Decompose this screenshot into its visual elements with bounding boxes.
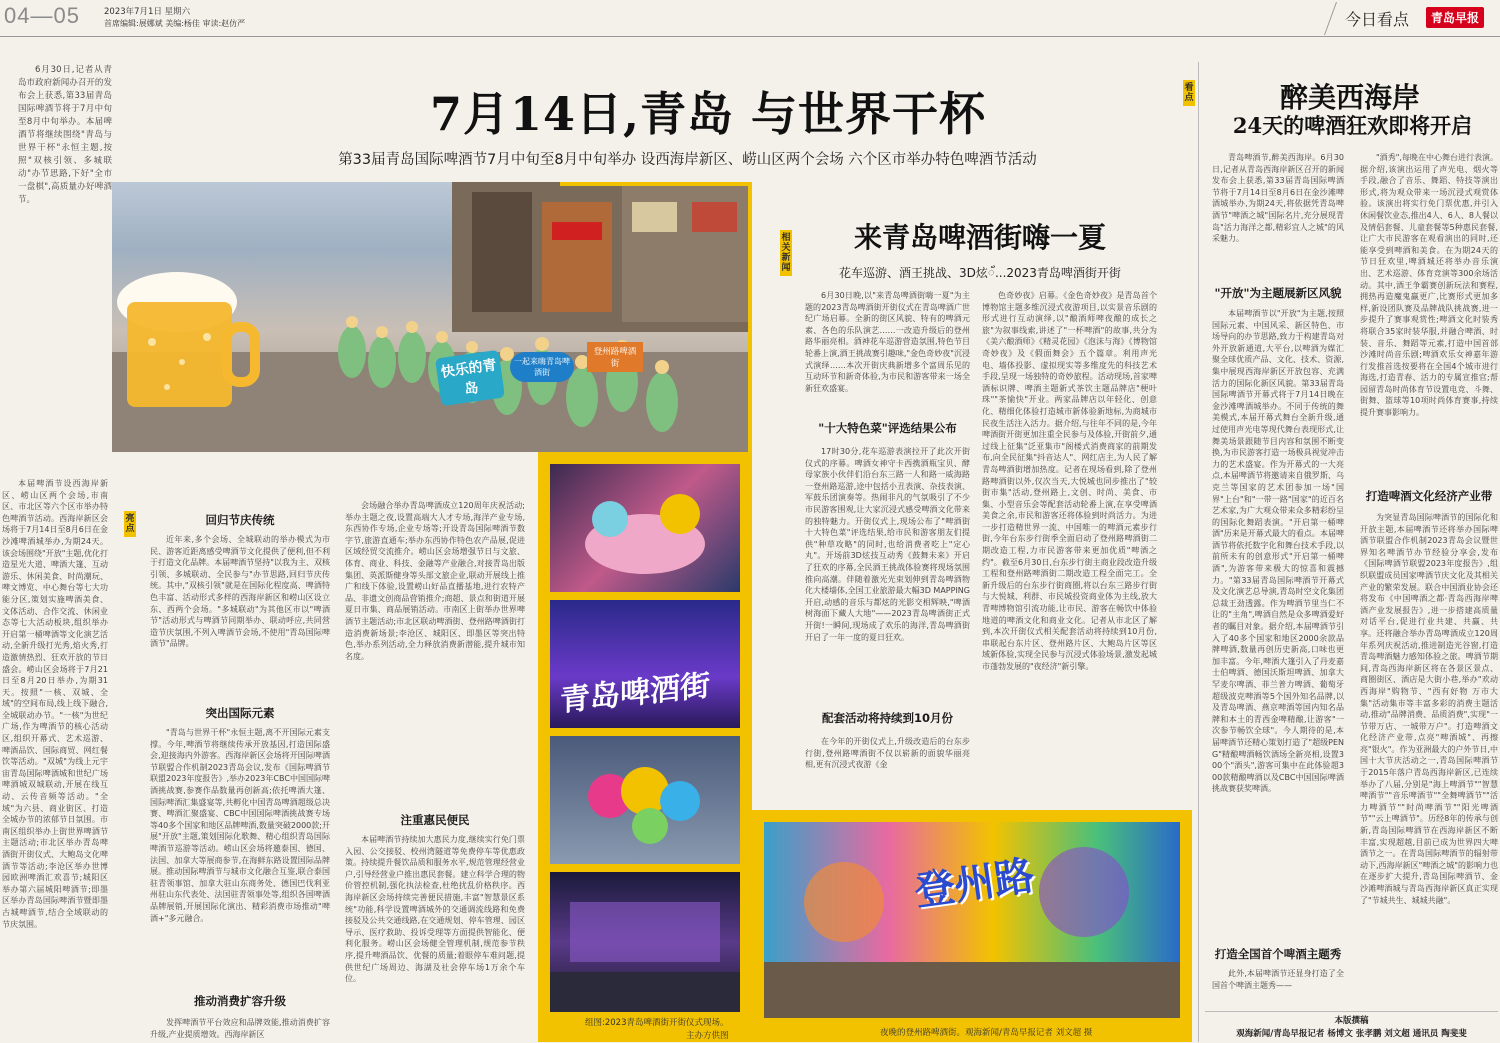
section-text-continued: 会场融合举办青岛啤酒成立120周年庆祝活动;举办主题之夜,设置高端大人才专场,海洋产业专场,东西协作专场,企业专场等;开设青岛国际啤酒节数字节,旅游直通车;举办东西协作特色农产品展,促进区域经贸交流推介。崂山区会场增强节日与文旅、体育、商业、科技、金融等产业融合,对接青岛出版集团、英派斯健身等头部文旅企业,联动开展线上推广和线下体验,设置崂山好品直播基地,进行农特产品、非遗文创商品营销推介;商超、景点和街道开展夏日市集、商品展销活动。市南区上街举办世界啤酒节主题活动;市北区联动啤酒街、登州路啤酒街打造消费新场景;李沧区、城阳区、即墨区等突出特色,举办系列活动,全力释放消费新潜能,提升城市知名度。	[345, 501, 525, 661]
feature-column-2: 色奇妙夜》启幕。《金色奇妙夜》是青岛首个博物馆主题多维沉浸式夜游项目,以实景音乐剧的形式进行互动演绎,以"酿酒师啤夜酿的成长之旅"为叙事线索,讲述了"一杯啤酒"的故事,共分为《美六酿酒师》《精灵花园》《泡沫与海》《博物馆奇妙夜》及《假面舞会》五个篇章。利用声光电、墙体投影、虚拟现实等多维度先的科技艺术手段,呈现一场独特的奇妙旅程。活动现场,首家啤酒标识牌、啤酒主题新式茶饮主题品牌店"梗叶珠""茶愉快"开业。两家品牌店以年轻化、创意化、精细化体验打造城市新体验新地标,为商城市民夜生活注入活力。据介绍,与往年不同的是,今年啤酒街开街更加注重全民参与及体验,开街前夕,通过线上征集"泛亚集市"阁楼式消费商家的前期发布,向全民征集"抖音达人"、网红店主,为人民了解青岛啤酒街增加热度。记者在现场看到,除了登州路啤酒街以外,仅次当天,大悦城也同步推出了"较街市集"活动,登州路上,文创、时尚、美食、市集、小型音乐会等配套活动轮番上演,在享受啤酒美食之余,市民和游客还将体验到时尚活力。为进一步打造精世界一流、中国唯一的啤酒元素步行街,今年台东步行街季全面启动了登州路啤酒街二期改造工程,力市民游客带来更加优质"啤酒之约"。截至6月30日,台东步行街主商业段改造升级工程和登州路啤酒街二期改造工程全面完工。全新升级后的台东步行街商圈,将以台东三路步行街与大悦城、利群、市民城投资商业体为主线,放大青啤博物馆引流功能,让市民、游客在畅饮中体验地道的啤酒文化和商业文化。记者从市北区了解到,本次开街仪式相关配套活动将持续到10月份,串联起台东片区、登州路片区、大鲍岛片区等区域新体验,实现全民参与沉浸式体验场景,激发起城市蓬勃发展的"夜经济"新引擎。	[982, 291, 1157, 671]
left-section-tag: 亮点	[124, 511, 136, 537]
collage-photo-3	[550, 736, 740, 864]
credit-names: 观海新闻/青岛早报记者 杨博文 张孝鹏 刘文超 通讯员 陶斐斐	[1236, 1029, 1467, 1039]
feature-section-2-title: 配套活动将持续到10月份	[821, 711, 953, 725]
feature-section-2-text: 在今年的开街仪式上,升级改造后的台东步行街,登州路啤酒街不仅以崭新的面貌华丽亮相,更有沉浸式夜游《金	[805, 737, 970, 770]
mural-text: 登州路	[911, 851, 1038, 916]
lead-paragraph: 6月30日,记者从青岛市政府新闻办召开的发布会上获悉,第33届青岛国际啤酒节将于7月中旬至8月中旬举办。本届啤酒节将继续围绕"青岛与世界干杯"永恒主题,按照"双核引领、多城联动"办节思路,下好"全市一盘棋",高质量办好啤酒节。	[18, 65, 112, 205]
brand-text: 青岛早报	[1431, 11, 1480, 25]
section-title: 今日看点	[1345, 10, 1410, 29]
right-headline-1: 醉美西海岸	[1279, 81, 1420, 114]
collage-photo-1	[550, 464, 740, 592]
page-number: 04—05	[4, 3, 80, 28]
feature-section-1-title: "十大特色菜"评选结果公布	[818, 421, 957, 435]
right-section-2-text: 此外,本届啤酒节还显身打造了全国首个啤酒主题秀——	[1212, 969, 1344, 990]
section-text-4: 本届啤酒节持续加大惠民力度,继续实行免门票入园、公交接驳、校州湾隧道等免费停车等优惠政策。持续提升餐饮品质和服务水平,规范管理经营业户,引导经营业户推出惠民套餐。建立科学合理的物价管控机制,强化执法检查,杜绝扰乱价格秩序。西海岸新区会场持续完善便民措施,丰富"智慧景区系统"功能,科学设置啤酒城外的交通调流线路和免费接驳及公共交通线路,在交通规划、停车管理、园区导示、医疗救助、投诉受理等方面提供智能化、便利化服务。崂山区会场健全管理机制,规范参节秩序,提升啤酒品饮、优餐的质量;着眼停车难问题,提供世纪广场周边、海湖及社会停车场1万余个车位。	[345, 835, 525, 984]
mural-photo	[764, 822, 1180, 1018]
parade-banner-1: 快乐的青岛	[435, 350, 505, 406]
right-section-2-title: 打造全国首个啤酒主题秀	[1214, 947, 1342, 961]
left-column: 本届啤酒节设西海岸新区、崂山区两个会场,市南区、市北区等六个区市举办特色啤酒节活动。西海岸新区会场将于7月14日至8月6日在金沙滩啤酒城举办,为期24天。该会场围绕"开放"主题,优化打造星光大道、啤酒大篷、互动游乐、休闲美食、时尚潮玩、啤文博览、中心舞台等七大功能分区,策划实施啤酒美食、文体活动、合作交流、休闲业态等七大活动板块,组织举办开启第一桶啤酒等文化演艺活动,全新升级打光秀,焰火秀,打造激情热烈、狂欢开放的节日盛会。崂山区会场将于7月21日至8月20日举办,为期31天。按照"一核、双城、全域"的空间布局,线上线下融合,全城联动办节。"一核"为世纪广场,作为啤酒节的核心活动区,组织开幕式、艺术巡游、啤酒品饮、国际商贸、网红餐饮等活动。"双城"为线上元宇宙青岛国际啤酒城和世纪广场啤酒城双城联动,开展在线互动、云传音频等活动。"全域"为六县、商业街区、打造全城办节的浓郁节日氛围。市南区组织举办上街世界啤酒节主题活动;市北区举办青岛啤酒街开街仪式、大鲍岛文化啤酒节等活动;李沧区举办世博园欧洲啤酒汇欢喜节;城阳区举办第六届城阳啤酒节;即墨区举办青岛国际啤酒节暨即墨古城啤酒节,结合全域联动的节庆氛围。	[2, 479, 108, 929]
balloon-scene	[550, 736, 740, 864]
right-intro: 青岛啤酒节,醉美西海岸。6月30日,记者从青岛西海岸新区召开的新闻发布会上获悉,第33届青岛国际啤酒节将于7月14日至8月6日在金沙滩啤酒城举办,为期24天,将依据凭青岛啤酒节"啤酒之城"国际名片,充分展现青岛"活力海洋之都,精彩宜人之城"的风采魅力。	[1212, 153, 1344, 244]
section-text-3: 发挥啤酒节平台效应和品牌效能,推动消费扩容升级,产业提质增效。西海岸新区	[150, 1018, 330, 1039]
parade-banner-3: 登州路啤酒街	[587, 342, 643, 372]
right-section-3-title: 打造啤酒文化经济产业带	[1365, 489, 1493, 503]
feature-tag: 相关新闻	[780, 230, 792, 276]
collage-photo-2	[550, 600, 740, 728]
right-section-1-text: 本届啤酒节以"开放"为主题,按照国际元素、中国风采、新区特色、市场导向的办节思路,致力于构建青岛对外开放新通道,大平台,以啤酒为媒汇聚全球优质产品、文化、技术、资源,集中展现西海岸新区开放包容、充满活力的国际化新区风貌。第33届青岛国际啤酒节开幕式将于7月14日晚在金沙滩啤酒城举办。不同于传统的舞美模式,本届开幕式舞台全新升级,通过使用声光电等现代舞台表现形式,让舞美场景跟随节目内容和氛围不断变换,为市民游客打造一场极具视觉冲击力的艺术盛宴。作为开幕式的一大亮点,本届啤酒节将邀请来自俄罗斯、乌克兰等国家的艺术团参加一场"国界"上台"和"一带一路"国家"的近百名艺术家,为广大观众带来众多精彩纷呈的国际化舞蹈表演。"开启第一桶啤酒"历来是开幕式最大的看点。本届啤酒节将依托数字化和舞台技术手段,以前所未有的创意形式"开启第一桶啤酒",为游客带来极大的惊喜和震撼力。"第33届青岛国际啤酒节开幕式及文化演艺总导演,青岛时空文化集团总裁王劲透露。作为啤酒节里当仁不让的"主角",啤酒自然是众多啤酒爱好者的瞩目对象。据介绍,本届啤酒节引入了40多个国家和地区2000余款品牌啤酒,数量再创历史新高,口味也更加丰富。今年,啤酒大篷引入了丹麦嘉士伯啤酒、德国沃斯坦啤酒、加拿大罕麦尔啤酒、菲兰普力啤酒、葡萄牙超级波克啤酒等5个国外知名品牌,以及青岛啤酒、燕京啤酒等国内知名品牌和本土的青西金啤精酿,让游客"一次参节畅饮全球"。今人期待的是,本届啤酒节还精心策划打造了"超级PENG"精酿啤酒畅饮酒场全新亮相,设置300个"酒头",游客可集中在此体验超300款精酿啤酒以及CBC中国国际啤酒挑战赛获奖啤酒。	[1212, 309, 1344, 794]
collage-caption: 组图:2023青岛啤酒街开街仪式现场。	[585, 1018, 729, 1028]
parade-photo	[112, 182, 752, 452]
beer-mug-icon	[112, 262, 262, 412]
page-header	[0, 0, 1500, 37]
float-scene	[550, 464, 740, 592]
main-headline: 7月14日,青岛 与世界干杯	[429, 87, 987, 141]
feature-column-1: 6月30日晚,以"来青岛啤酒街嗨一夏"为主题的2023青岛啤酒街开街仪式在青岛啤酒广世纪广场启幕。全新的街区风貌、特有的啤酒元素、各色的乐队演艺……一改造升级后的登州路华丽亮相。酒神花车巡游营造氛围,特色节目轮番上演,酒王挑战赛引趣味,"金色奇妙夜"沉浸式演绎……本次开街庆典新增多个富周乐见的互动环节和新奇体验,为市民和游客带来一场全新狂欢盛宴。	[805, 291, 970, 393]
section-title-3: 推动消费扩容升级	[194, 994, 286, 1008]
mural-caption: 夜晚的登州路啤酒街。观海新闻/青岛早报记者 刘文超 摄	[880, 1028, 1093, 1038]
right-tag: 看点	[1183, 80, 1195, 106]
credit-title: 本版撰稿	[1334, 1016, 1369, 1026]
section-text-1: 近年来,多个会场、全城联动的举办模式为市民、游客近距离感受啤酒节文化提供了便利,但不利于打造文化品牌。本届啤酒节坚持"以我为主、双核引领、多城联动、全民参与"办节思路,回归节庆传统。其中,"双核引领"就是在国际化程度高、啤酒特色丰富、活动形式多样的西海岸新区和崂山区设立东、西两个会场。"多城联动"为其他区市以"啤酒节"活动形式与啤酒节同期举办、联动呼应,共同营造节庆氛围,不列入啤酒节会场,不使用"青岛国际啤酒节"品牌。	[150, 535, 330, 649]
collage-photo-4	[550, 872, 740, 1012]
stage-scene	[550, 872, 740, 1012]
section-title-1: 回归节庆传统	[205, 513, 275, 527]
sign-text: 青岛啤酒街	[560, 668, 710, 719]
credit-divider	[1205, 1011, 1498, 1012]
issue-date: 2023年7月1日 星期六	[104, 7, 191, 17]
right-section-1-title: "开放"为主题展新区风貌	[1214, 286, 1342, 300]
feature-section-1-text: 17时30分,花车巡游表演拉开了此次开街仪式的序幕。啤酒女神守卡西携酒瓶宝贝、酵母家族小伙伴们沿台东三路一人和路一威海路一登州路巡游,途中包括小丑表演、杂技表演、军鼓乐团演奏等。热闹非凡的气氛吸引了不少市民游客围观,让大家沉浸式感受啤酒文化带来的独特魅力。开街仪式上,现场公布了"啤酒街十大特色菜"评选结果,给市民和游客朋友们提供"种草攻略"的同时,也给消费者吃上"定心丸"。开场前3D炫技互动秀《鼓舞未来》开启了狂欢的序幕,全民酒王挑战体验赛将现场氛围推向高潮。伴随着激光光束划伸到青岛啤酒物化大楼墙体,全国工业旅游最大幅3D MAPPING开启,动感的音乐与都炫的光影交相辉映,"啤酒树海面下藏人大地"——2023青岛啤酒街正式开街!一瞬间,现场成了欢乐的海洋,青岛啤酒街开启了一年一度的夏日狂欢。	[805, 447, 970, 642]
beer-mug-graphic	[112, 262, 262, 412]
yellow-frame-top	[560, 182, 752, 186]
right-section-3-text: 为突显青岛国际啤酒节的国际化和开放主题,本届啤酒节还将举办国际啤酒节联盟合作机制2023青岛会议暨世界知名啤酒节办节经验分享会,发布《国际啤酒节联盟2023年度报告》,组织联盟成员国家啤酒节庆文化及其相关产业的繁荣发展。联合中国酒业协会还将发布《中国啤酒之都·青岛西海岸啤酒产业发展报告》,进一步搭建高质量对话平台,促进行业共建、共赢、共享。还将融合举办青岛啤酒成立120周年系列庆祝活动,推进制造光谷窗,打造青岛啤酒魅力感知体验之旅。啤酒节期间,青岛西海岸新区将在各景区景点、商圈街区、酒店是大街小巷,举办"欢动西海岸"购物节、"西有好物 万市大集"活动集市等丰富多彩的消费主题活动,推动"品牌消费、品质消费",实现"一节带万店、一城带万户"。打造啤酒文化经济产业带,点亮"啤酒城"、再擦亮"银火"。作为亚洲最大的户外节日,中国十大节庆活动之一,青岛国际啤酒节于2015年落户青岛西海岸新区,已连续举办了八届,分别是"海上啤酒节""智慧啤酒节""音乐啤酒节""全舞啤酒节""活力啤酒节""时尚啤酒节""阳光啤酒节""云上啤酒节"。历经8年的传承与创新,青岛国际啤酒节在西海岸新区不断丰富,实现超越,目前已成为世界四大啤酒节之一。在青岛国际啤酒节的辐射带动下,西海岸新区"啤酒之城"的影响力也在逐步扩大提升,青岛国际啤酒节、金沙滩啤酒城与青岛西海岸新区真正实现了"节城共生、城城共融"。	[1360, 513, 1498, 905]
feature-headline: 来青岛啤酒街嗨一夏	[853, 221, 1106, 254]
collage-credit: 主办方供图	[686, 1031, 729, 1041]
section-title-4: 注重惠民便民	[400, 813, 470, 827]
parade-banner-2: 一起来嗨青岛啤酒街	[510, 352, 574, 382]
right-divider	[1198, 62, 1199, 1042]
section-title-2: 突出国际元素	[205, 706, 275, 720]
main-subheadline: 第33届青岛国际啤酒节7月中旬至8月中旬举办 设西海岸新区、崂山区两个会场 六个区市举办特色啤酒节活动	[338, 152, 1037, 168]
right-headline-2: 24天的啤酒狂欢即将开启	[1232, 113, 1473, 138]
feature-subhead: 花车巡游、酒王挑战、3D炫័...2023青岛啤酒街开街	[839, 266, 1121, 280]
section-text-2: "青岛与世界干杯"永恒主题,离不开国际元素支撑。今年,啤酒节将继续传承开放基因,打造国际盛会,迎接海内外游客。西海岸新区会场将开国际啤酒节联盟合作机制2023青岛会议,发布《国际啤酒节联盟2023年度报告》,举办2023年CBC中国国际啤酒挑战赛,参赛作品数量再创新高;依托啤酒大篷、国际啤酒汇集盛宴等,共孵化中国青岛啤酒超级总决赛、啤酒汇聚盛宴、CBC中国国际啤酒挑战赛专场等40多个国家和地区品牌啤酒,数量突破2000款;开展"开放"主题,策划国际化歌舞、精心组织青岛国际啤酒节巡游等活动。崂山区会场将邀泰国、德国、法国、加拿大等展商参节,在海鲜东路设置国际品牌展。推动国际啤酒节与城市文化融合互鉴,联合泰国驻青领事馆、加拿大驻山东商务处、德国巴伐利亚州驻山东代表处、法国驻青领事处等,组织各国啤酒品牌展销,开展国际化演出、精彩消费市场推动"啤酒+"多元融合。	[150, 728, 330, 923]
brand-logo	[1426, 7, 1484, 28]
right-column-2: "酒秀",每晚在中心舞台进行表演。据介绍,该演出运用了声光电、烟火等手段,融合了音乐、舞蹈、特技等演出形式,将为观众带来一场沉浸式观赏体验。该演出将实行免门票优惠,并引入休闲餐饮业态,推出4人、6人、8人餐以及情侣套餐、儿童套餐等5种惠民套餐,让广大市民游客在观看演出的同时,还能享受到啤酒和美食。在为期24天的节日狂欢里,啤酒城还将举办音乐演出、艺术巡游、体育竞演等300余场活动。其中,酒王争霸赛创新玩法和赛程,拥热再造魔鬼赢更广,比赛形式更加多样,新设团队赛及品牌战队挑战赛,进一步提升了赛事观赏性;啤酒文化时装秀将联合35家时装华服,并融合啤酒、时装、音乐、舞蹈等元素,打造中国首部沙滩时尚音乐剧;啤酒欢乐女神嘉年游行发推首选按要将在全国4个城市进行海选,打造青春、活力的专属宣推官;帮园留青岛时尚体育节设置电竞、斗舞、街舞、篮球等10项时尚体育赛事,持续提升赛事影响力。	[1360, 153, 1498, 418]
editor-credits: 首席编辑:展娜斌 美编:杨佳 审读:赵仿严	[104, 19, 246, 28]
yellow-frame-right	[748, 182, 752, 452]
